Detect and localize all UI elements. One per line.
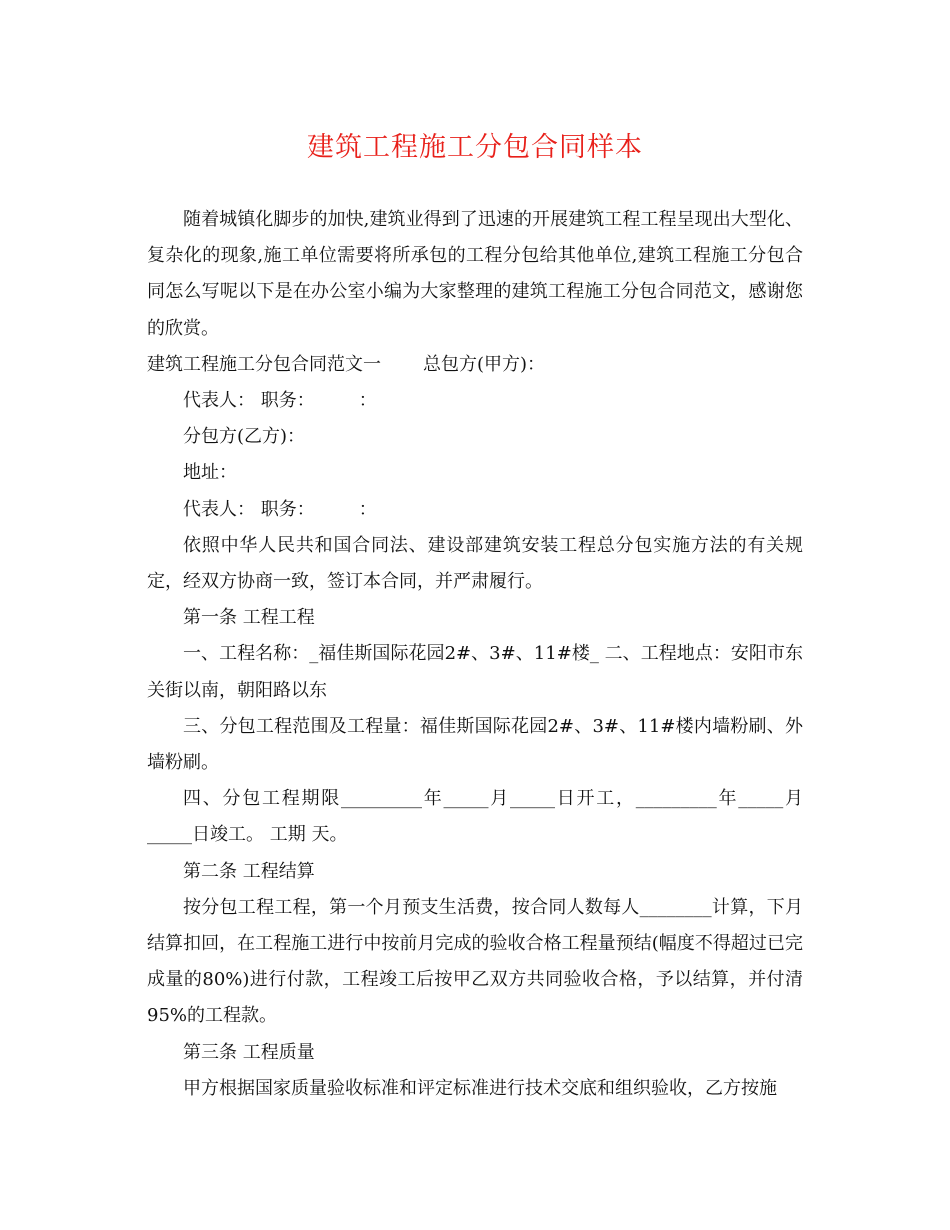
representative-line-1 bbox=[147, 383, 803, 419]
representative-label-2: 代表人： bbox=[183, 498, 255, 520]
intro-paragraph: 随着城镇化脚步的加快,建筑业得到了迅速的开展建筑工程工程呈现出大型化、复杂化的现象,施工单位需要将所承包的工程分包给其他单位,建筑工程施工分包合同怎么写呢以下是在办公室小编为大家整理的建筑工程施工分包合同范文，感谢您的欣赏。 bbox=[147, 209, 803, 339]
party-b-label: 分包方(乙方)： bbox=[183, 426, 306, 448]
document-body bbox=[147, 202, 803, 1107]
basis-paragraph: 依照中华人民共和国合同法、建设部建筑安装工程总分包实施方法的有关规定，经双方协商一致，签订本合同，并严肃履行。 bbox=[147, 534, 803, 593]
representative-line-2 bbox=[147, 492, 803, 528]
position-colon-1: ： bbox=[358, 390, 377, 412]
party-a-label: 总包方(甲方)： bbox=[423, 353, 546, 375]
sample-heading: 建筑工程施工分包合同范文一 bbox=[147, 353, 381, 375]
position-colon-2: ： bbox=[358, 498, 377, 520]
article-1-heading: 第一条 工程工程 bbox=[183, 607, 315, 629]
article-3-heading: 第三条 工程质量 bbox=[183, 1041, 315, 1063]
item-4-paragraph: 四、分包工程期限_________年_____月_____日开工，_________年_____月_____日竣工。 工期 天。 bbox=[147, 788, 803, 846]
position-label-2: 职务： bbox=[260, 498, 315, 520]
document-title: 建筑工程施工分包合同样本 bbox=[307, 132, 643, 163]
sample-heading-line bbox=[147, 347, 803, 383]
item-1-paragraph: 一、工程名称：_福佳斯国际花园2#、3#、11#楼_ 二、工程地点：安阳市东关街以南，朝阳路以东 bbox=[147, 643, 803, 701]
quality-paragraph: 甲方根据国家质量验收标准和评定标准进行技术交底和组织验收，乙方按施 bbox=[183, 1077, 777, 1099]
settlement-paragraph: 按分包工程工程，第一个月预支生活费，按合同人数每人________计算，下月结算扣回，在工程施工进行中按前月完成的验收合格工程量预结(幅度不得超过已完成量的80%)进行付款，工程竣工后按甲乙双方共同验收合格，予以结算，并付清95%的工程款。 bbox=[147, 896, 803, 1027]
representative-label-1: 代表人： bbox=[183, 390, 255, 412]
position-label-1: 职务： bbox=[260, 390, 315, 412]
address-label: 地址： bbox=[183, 462, 237, 484]
item-3-paragraph: 三、分包工程范围及工程量：福佳斯国际花园2#、3#、11#楼内墙粉刷、外墙粉刷。 bbox=[147, 715, 803, 774]
article-2-heading: 第二条 工程结算 bbox=[183, 860, 315, 882]
